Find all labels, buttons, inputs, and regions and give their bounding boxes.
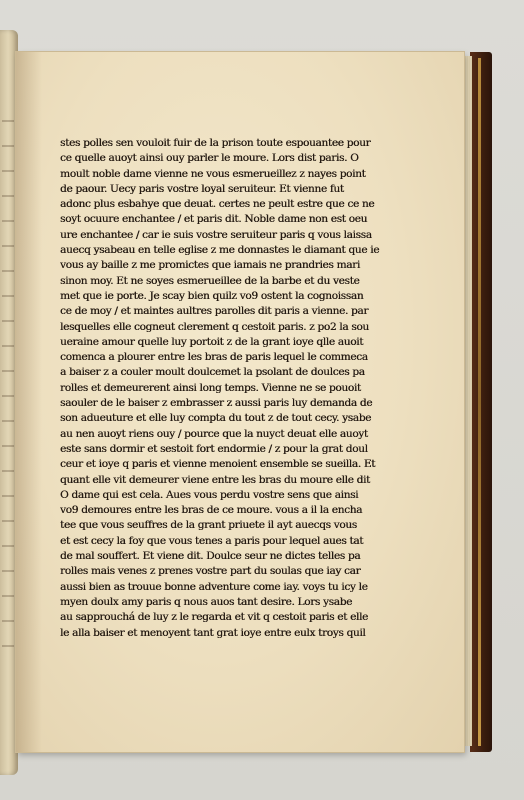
text-line: ce de moy / et maintes aultres parolles dit paris a vienne. par xyxy=(60,305,369,318)
text-line: ce quelle auoyt ainsi ouy parler le moure. Lors dist paris. O xyxy=(60,152,359,165)
text-line: ueraine amour quelle luy portoit z de la grant ioye qlle auoit xyxy=(60,335,364,348)
text-line: tee que vous seuffres de la grant priuete il ayt auecqs vous xyxy=(60,519,357,532)
text-line: vous ay baille z me promictes que iamais ne prandries mari xyxy=(60,259,360,272)
text-line: myen doulx amy paris q nous auos tant desire. Lors ysabe xyxy=(60,595,353,608)
text-line: a baiser z a couler moult doulcemet la psolant de doulces pa xyxy=(60,366,365,379)
text-line: comenca a plourer entre les bras de paris lequel le commeca xyxy=(60,351,368,364)
text-line: lesquelles elle cogneut clerement q cestoit paris. z po2 la sou xyxy=(60,320,369,333)
text-line: vo9 demoures entre les bras de ce moure. vous a il la encha xyxy=(60,504,363,517)
text-line: rolles et demeurerent ainsi long temps. Vienne ne se pouoit xyxy=(60,381,361,394)
text-line: saouler de le baiser z embrasser z aussi paris luy demanda de xyxy=(60,397,373,410)
book-cover-edge xyxy=(470,52,492,752)
text-line: adonc plus esbahye que deuat. certes ne peult estre que ce ne xyxy=(60,198,375,211)
gutter-shadow xyxy=(16,52,42,752)
text-block xyxy=(60,136,412,641)
text-line: sinon moy. Et ne soyes esmerueillee de la barbe et du veste xyxy=(60,274,360,287)
text-line: le alla baiser et menoyent tant grat ioye entre eulx troys quil xyxy=(60,626,366,639)
gilt-border xyxy=(478,58,481,746)
text-line: ceur et ioye q paris et vienne menoient ensemble se sueilla. Et xyxy=(60,458,376,471)
text-line: O dame qui est cela. Aues vous perdu vostre sens que ainsi xyxy=(60,488,359,501)
text-line: auecq ysabeau en telle eglise z me donnastes le diamant que ie xyxy=(60,244,380,257)
text-line: aussi bien as trouue bonne adventure come iay. voys tu icy le xyxy=(60,580,368,593)
book-page xyxy=(16,52,464,752)
text-line: de mal souffert. Et viene dit. Doulce seur ne dictes telles pa xyxy=(60,550,361,563)
text-line: este sans dormir et sestoit fort endormie / z pour la grat doul xyxy=(60,442,368,455)
text-line: et est cecy la foy que vous tenes a paris pour lequel aues tat xyxy=(60,534,364,547)
text-line: stes polles sen vouloit fuir de la prison toute espouantee pour xyxy=(60,137,371,149)
text-line: quant elle vit demeurer viene entre les bras du moure elle dit xyxy=(60,473,370,486)
text-line: au sapprouchá de luy z le regarda et vit q cestoit paris et elle xyxy=(60,611,368,624)
text-line: au nen auoyt riens ouy / pource que la nuyct deuat elle auoyt xyxy=(60,427,368,440)
text-line: met que ie porte. Je scay bien quilz vo9 ostent la cognoissan xyxy=(60,289,364,302)
text-line: son adueuture et elle luy compta du tout z de tout cecy. ysabe xyxy=(60,412,372,425)
text-line: de paour. Uecy paris vostre loyal seruiteur. Et vienne fut xyxy=(60,182,344,195)
text-line: soyt ocuure enchantee / et paris dit. Noble dame non est oeu xyxy=(60,213,368,226)
text-line: moult noble dame vienne ne vous esmerueillez z nayes point xyxy=(60,167,366,180)
text-line: rolles mais venes z prenes vostre part du soulas que iay car xyxy=(60,565,361,578)
text-line: ure enchantee / car ie suis vostre seruiteur paris q vous laissa xyxy=(60,228,372,241)
